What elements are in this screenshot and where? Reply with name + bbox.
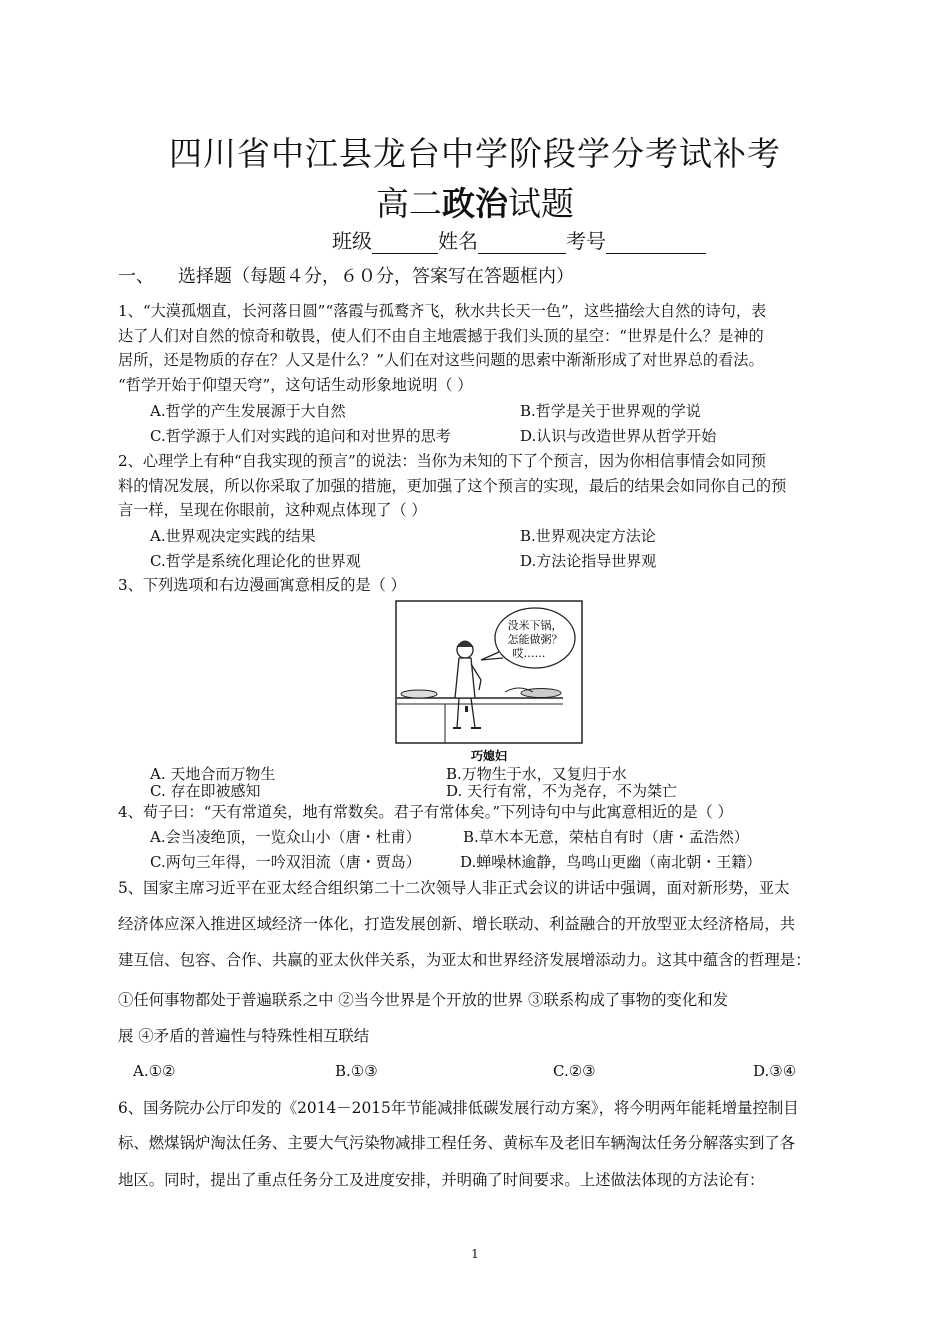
q1-line-4: “哲学开始于仰望天穹”，这句话生动形象地说明（ ） <box>118 376 473 394</box>
student-info-line <box>332 225 706 254</box>
q3-option-d: D. 天行有常，不为尧存，不为桀亡 <box>446 782 678 800</box>
q4-option-c: C.两句三年得，一吟双泪流（唐・贾岛） <box>150 853 421 871</box>
cartoon-bowl-right <box>521 689 561 698</box>
q1-line-3: 居所，还是物质的存在？人又是什么？”人们在对这些问题的思索中渐渐形成了对世界总的看法。 <box>118 351 764 369</box>
q5-option-c: C.②③ <box>553 1062 596 1080</box>
section-heading <box>118 262 574 288</box>
bubble-line-3: 哎…… <box>512 647 546 660</box>
q6-line-1: 6、国务院办公厅印发的《2014－2015年节能减排低碳发展行动方案》，将今明两年能耗增量控制目 <box>118 1099 799 1117</box>
q1-line-2: 达了人们对自然的惊奇和敬畏，使人们不由自主地震撼于我们头顶的星空：“世界是什么？是神的 <box>118 327 764 345</box>
q5-line-3: 建互信、包容、合作、共赢的亚太伙伴关系，为亚太和世界经济发展增添动力。这其中蕴含的哲理是： <box>118 951 811 969</box>
subtitle-grade: 高二 <box>376 184 442 223</box>
class-blank[interactable] <box>372 233 438 254</box>
q3-stem: 3、下列选项和右边漫画寓意相反的是（ ） <box>118 576 406 594</box>
q5-line-1: 5、国家主席习近平在亚太经合组织第二十二次领导人非正式会议的讲话中强调，面对新形势，亚太 <box>118 879 790 897</box>
q1-option-a: A.哲学的产生发展源于大自然 <box>150 402 346 420</box>
section-number: 一、 <box>118 266 154 287</box>
q3-option-c: C. 存在即被感知 <box>150 782 261 800</box>
q4-option-d: D.蝉噪林逾静，鸟鸣山更幽（南北朝・王籍） <box>460 853 762 871</box>
q2-option-b: B.世界观决定方法论 <box>520 527 656 545</box>
q1-option-b: B.哲学是关于世界观的学说 <box>520 402 701 420</box>
q5-line-4: ①任何事物都处于普遍联系之中 ②当今世界是个开放的世界 ③联系构成了事物的变化和发 <box>118 991 729 1009</box>
q2-line-2: 料的情况发展，所以你采取了加强的措施，更加强了这个预言的实现，最后的结果会如同你自己的预 <box>118 477 787 495</box>
q5-option-b: B.①③ <box>335 1062 378 1080</box>
q4-option-b: B.草木本无意，荣枯自有时（唐・孟浩然） <box>463 828 749 846</box>
name-label: 姓名 <box>438 229 478 253</box>
q3-option-b: B.万物生于水，又复归于水 <box>446 765 627 783</box>
subtitle-suffix: 试题 <box>508 184 574 223</box>
q3-option-a: A. 天地合而万物生 <box>150 765 276 783</box>
q2-option-a: A.世界观决定实践的结果 <box>150 527 316 545</box>
section-text: 选择题（每题４分，６０分，答案写在答题框内） <box>178 266 574 287</box>
q4-option-a: A.会当凌绝顶，一览众山小（唐・杜甫） <box>150 828 421 846</box>
q4-stem: 4、荀子曰：“天有常道矣，地有常数矣。君子有常体矣。”下列诗句中与此寓意相近的是（ ） <box>118 803 733 821</box>
cartoon-cabinet-knob <box>465 706 468 712</box>
q1-option-c: C.哲学源于人们对实践的追问和对世界的思考 <box>150 427 451 445</box>
q6-line-2: 标、燃煤锅炉淘汰任务、主要大气污染物减排工程任务、黄标车及老旧车辆淘汰任务分解落实到了各 <box>118 1134 796 1152</box>
exam-subtitle <box>0 178 950 225</box>
subtitle-subject: 政治 <box>442 184 508 223</box>
bubble-line-2: 怎能做粥？ <box>507 633 563 646</box>
bubble-line-1: 没米下锅， <box>507 619 563 632</box>
q1-line-1: 1、“大漠孤烟直，长河落日圆”“落霞与孤鹜齐飞，秋水共长天一色”，这些描绘大自然的诗句，表 <box>118 302 767 320</box>
q5-option-a: A.①② <box>133 1062 176 1080</box>
q6-line-3: 地区。同时，提出了重点任务分工及进度安排，并明确了时间要求。上述做法体现的方法论有： <box>118 1171 765 1189</box>
q2-option-d: D.方法论指导世界观 <box>520 552 657 570</box>
cartoon-caption: 巧媳妇 <box>470 749 508 763</box>
cartoon-bowl-left <box>401 690 437 698</box>
exam-title: 四川省中江县龙台中学阶段学分考试补考 <box>169 134 781 173</box>
q1-option-d: D.认识与改造世界从哲学开始 <box>520 427 717 445</box>
cartoon-body <box>455 658 475 698</box>
q5-line-5: 展 ④矛盾的普遍性与特殊性相互联结 <box>118 1027 370 1045</box>
number-blank[interactable] <box>606 233 706 254</box>
q2-line-1: 2、心理学上有种“自我实现的预言”的说法：当你为未知的下了个预言，因为你相信事情会如同预 <box>118 452 766 470</box>
number-label: 考号 <box>566 229 606 253</box>
page-number: 1 <box>471 1247 479 1261</box>
class-label: 班级 <box>332 229 372 253</box>
q5-option-d: D.③④ <box>753 1062 797 1080</box>
q2-option-c: C.哲学是系统化理论化的世界观 <box>150 552 361 570</box>
q5-line-2: 经济体应深入推进区域经济一体化，打造发展创新、增长联动、利益融合的开放型亚太经济格局，共 <box>118 915 796 933</box>
cartoon-illustration <box>395 600 585 766</box>
name-blank[interactable] <box>478 233 566 254</box>
q2-line-3: 言一样，呈现在你眼前，这种观点体现了（ ） <box>118 501 427 519</box>
